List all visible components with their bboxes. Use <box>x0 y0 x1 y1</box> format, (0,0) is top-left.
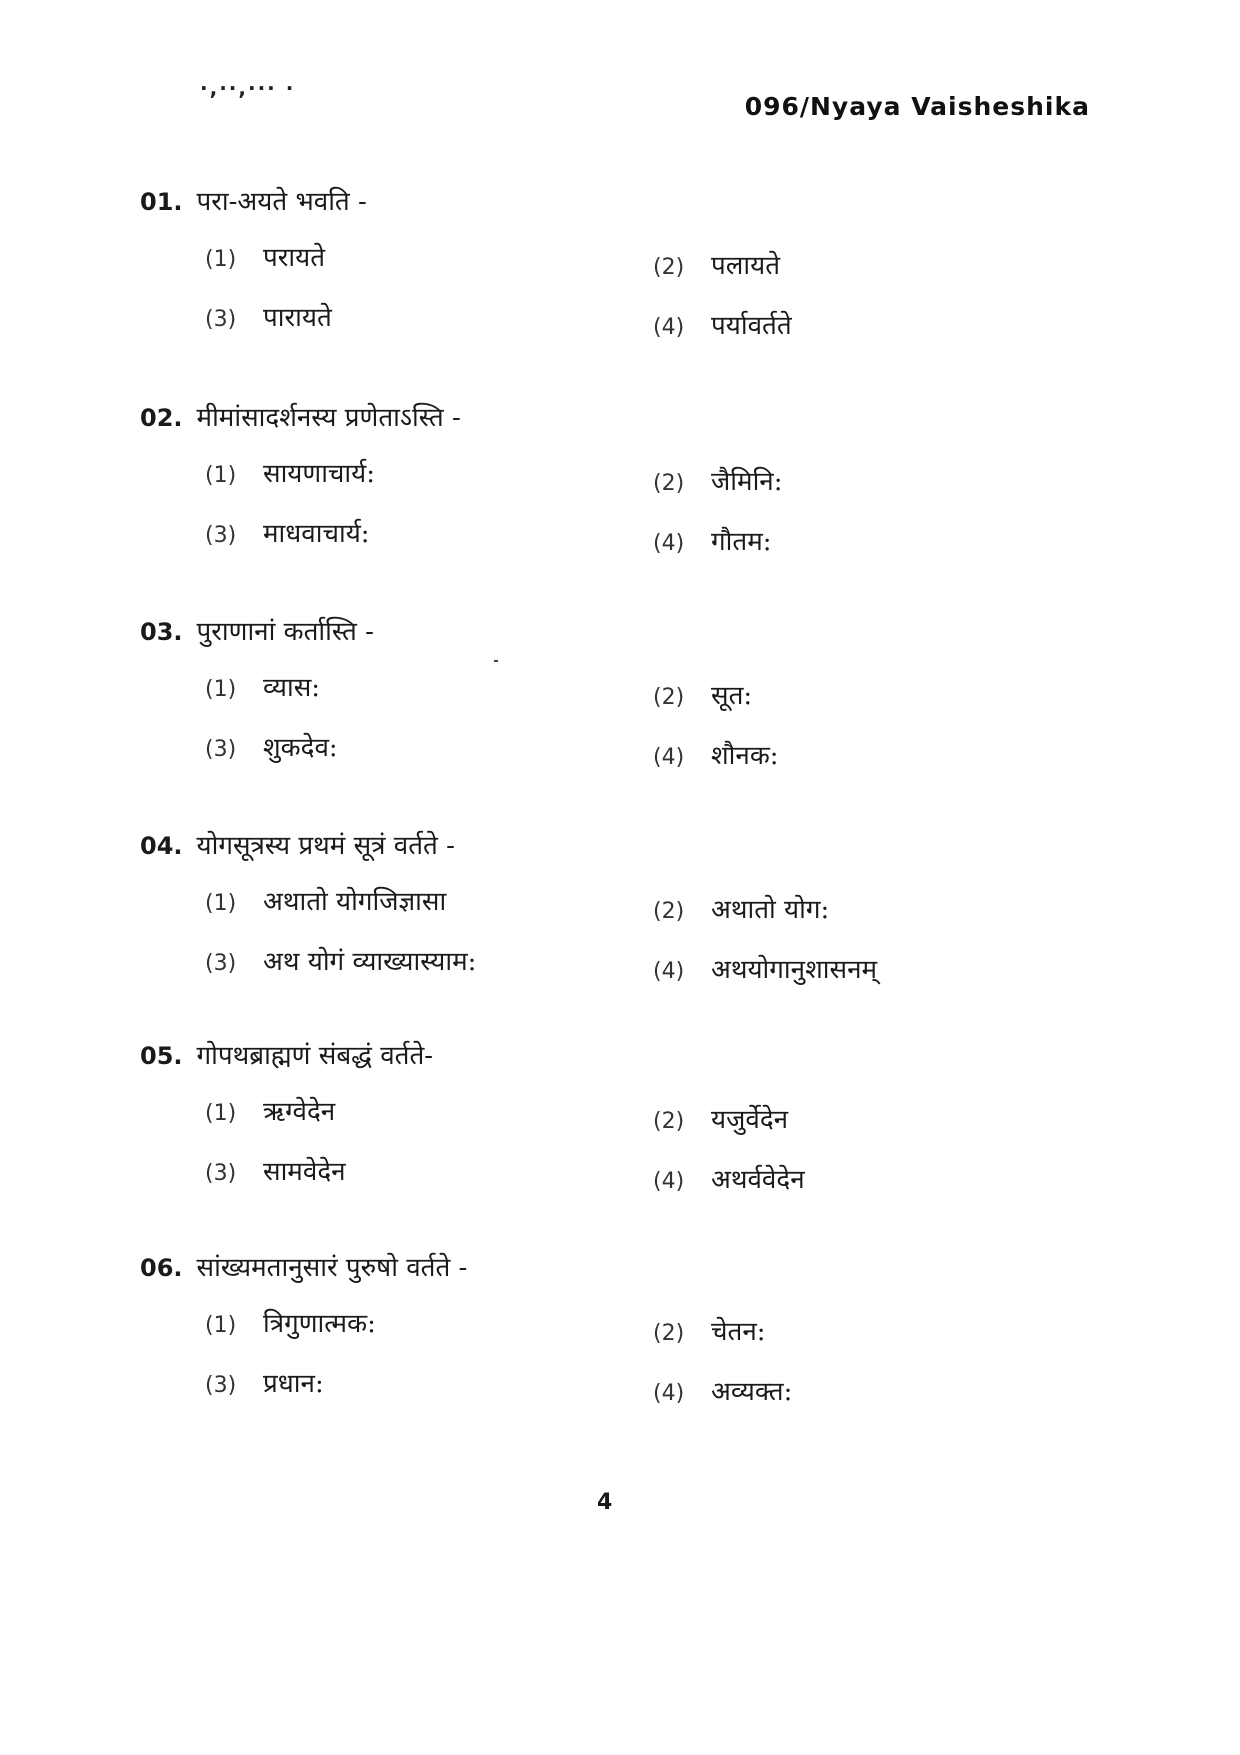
option-marker: (3) <box>205 951 237 976</box>
option-text: पर्यावर्तते <box>711 311 792 341</box>
options <box>140 1092 1140 1216</box>
question-6 <box>140 1248 1140 1428</box>
option-text: गौतम: <box>711 527 772 557</box>
option-1 <box>205 1304 376 1344</box>
option-text: यजुर्वेदेन <box>711 1105 789 1135</box>
option-1 <box>205 238 325 278</box>
options <box>140 1304 1140 1428</box>
question-stem <box>140 1248 1140 1288</box>
option-3 <box>205 942 476 982</box>
stray-mark <box>494 660 498 662</box>
option-text: त्रिगुणात्मक: <box>263 1309 376 1339</box>
option-marker: (4) <box>653 531 685 556</box>
option-3 <box>205 514 370 554</box>
option-marker: (2) <box>653 685 685 710</box>
option-marker: (4) <box>653 745 685 770</box>
option-text: अव्यक्त: <box>711 1377 793 1407</box>
options <box>140 454 1140 578</box>
option-marker: (1) <box>205 463 237 488</box>
question-number: 06. <box>140 1254 183 1282</box>
option-text: पारायते <box>263 303 332 333</box>
option-text: माधवाचार्य: <box>263 519 370 549</box>
question-1 <box>140 182 1140 362</box>
option-text: चेतन: <box>711 1317 766 1347</box>
option-3 <box>205 298 332 338</box>
option-2 <box>653 890 829 930</box>
option-3 <box>205 1364 324 1404</box>
question-stem <box>140 398 1140 438</box>
option-marker: (3) <box>205 1161 237 1186</box>
option-2 <box>653 1100 788 1140</box>
question-2 <box>140 398 1140 578</box>
question-5 <box>140 1036 1140 1216</box>
option-2 <box>653 1312 766 1352</box>
option-text: अथयोगानुशासनम् <box>711 955 878 985</box>
question-3 <box>140 612 1140 792</box>
option-marker: (3) <box>205 737 237 762</box>
option-1 <box>205 1092 335 1132</box>
option-2 <box>653 246 780 286</box>
option-text: ऋग्वेदेन <box>263 1097 336 1127</box>
question-number: 01. <box>140 188 183 216</box>
option-marker: (1) <box>205 891 237 916</box>
question-text: पुराणानां कर्तास्ति - <box>196 617 374 647</box>
option-marker: (4) <box>653 1169 685 1194</box>
question-stem <box>140 1036 1140 1076</box>
option-marker: (2) <box>653 471 685 496</box>
option-marker: (2) <box>653 1321 685 1346</box>
question-stem <box>140 826 1140 866</box>
question-number: 02. <box>140 404 183 432</box>
option-3 <box>205 1152 346 1192</box>
question-4 <box>140 826 1140 1006</box>
question-number: 03. <box>140 618 183 646</box>
question-text: सांख्यमतानुसारं पुरुषो वर्तते - <box>196 1253 468 1283</box>
question-text: मीमांसादर्शनस्य प्रणेताऽस्ति - <box>196 403 461 433</box>
header-subject: 096/Nyaya Vaisheshika <box>744 92 1090 121</box>
question-stem <box>140 612 1140 652</box>
option-4 <box>653 736 779 776</box>
option-text: अथ योगं व्याख्यास्याम: <box>263 947 477 977</box>
option-4 <box>653 1372 792 1412</box>
question-number: 05. <box>140 1042 183 1070</box>
option-text: शौनक: <box>711 741 779 771</box>
option-text: सायणाचार्य: <box>263 459 376 489</box>
option-text: सूत: <box>711 681 753 711</box>
options <box>140 238 1140 362</box>
option-text: अथातो योग: <box>711 895 830 925</box>
header-code: ·,··,··· · <box>200 84 296 98</box>
option-marker: (2) <box>653 1109 685 1134</box>
option-text: व्यास: <box>263 673 321 703</box>
option-text: प्रधान: <box>263 1369 324 1399</box>
option-4 <box>653 950 877 990</box>
option-marker: (4) <box>653 959 685 984</box>
option-marker: (3) <box>205 307 237 332</box>
option-text: अथर्ववेदेन <box>711 1165 805 1195</box>
option-4 <box>653 522 772 562</box>
question-text: गोपथब्राह्मणं संबद्धं वर्तते- <box>196 1041 434 1071</box>
option-2 <box>653 676 752 716</box>
option-marker: (1) <box>205 247 237 272</box>
option-marker: (3) <box>205 523 237 548</box>
option-marker: (3) <box>205 1373 237 1398</box>
option-marker: (1) <box>205 1101 237 1126</box>
option-text: सामवेदेन <box>263 1157 346 1187</box>
question-stem <box>140 182 1140 222</box>
option-marker: (1) <box>205 677 237 702</box>
option-1 <box>205 454 375 494</box>
option-4 <box>653 1160 805 1200</box>
option-marker: (1) <box>205 1313 237 1338</box>
option-text: शुकदेव: <box>263 733 338 763</box>
option-text: परायते <box>263 243 326 273</box>
option-text: जैमिनि: <box>711 467 783 497</box>
option-4 <box>653 306 792 346</box>
question-number: 04. <box>140 832 183 860</box>
option-1 <box>205 668 320 708</box>
option-3 <box>205 728 338 768</box>
options <box>140 882 1140 1006</box>
options <box>140 668 1140 792</box>
option-marker: (4) <box>653 315 685 340</box>
question-text: योगसूत्रस्य प्रथमं सूत्रं वर्तते - <box>196 831 455 861</box>
option-text: अथातो योगजिज्ञासा <box>263 887 447 917</box>
page-number: 4 <box>597 1490 613 1515</box>
option-2 <box>653 462 783 502</box>
option-1 <box>205 882 446 922</box>
option-marker: (4) <box>653 1381 685 1406</box>
question-text: परा-अयते भवति - <box>196 187 367 217</box>
option-marker: (2) <box>653 899 685 924</box>
option-marker: (2) <box>653 255 685 280</box>
option-text: पलायते <box>711 251 781 281</box>
